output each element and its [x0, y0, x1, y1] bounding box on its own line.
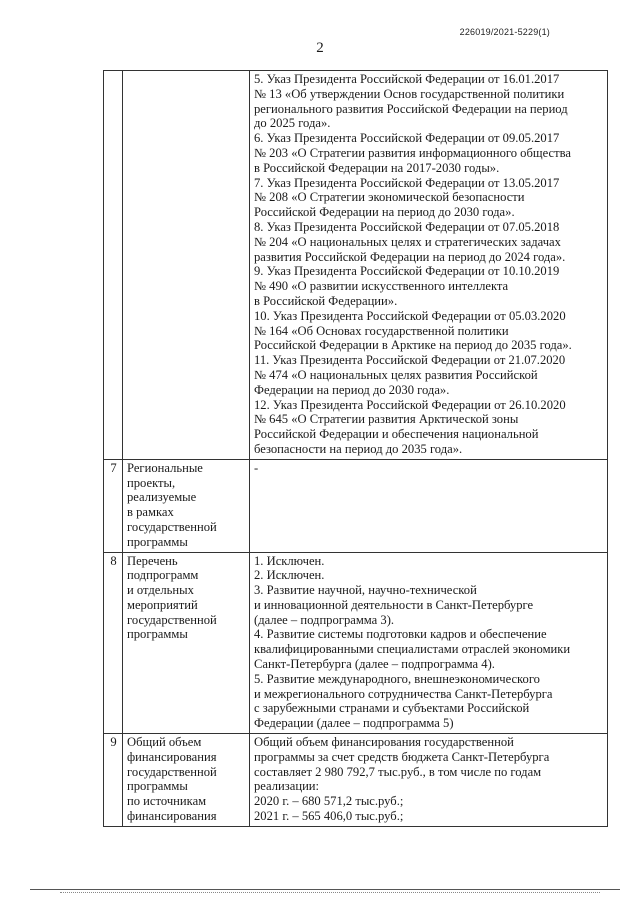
row-content-line: 1. Исключен. — [254, 553, 325, 568]
row-content-line: квалифицированными специалистами отраслей экономики — [254, 642, 571, 657]
row-label-line: государственной — [127, 612, 217, 627]
row-content-line: № 204 «О национальных целях и стратегических задачах — [254, 234, 561, 249]
row-number: 9 — [104, 734, 123, 827]
row-label-line: Перечень — [127, 553, 178, 568]
row-label-line: по источникам — [127, 794, 207, 809]
row-content-line: 8. Указ Президента Российской Федерации от 07.05.2018 — [254, 219, 560, 234]
row-content-line: до 2025 года». — [254, 116, 331, 131]
row-content-line: 11. Указ Президента Российской Федерации от 21.07.2020 — [254, 353, 566, 368]
row-label-line: подпрограмм — [127, 568, 199, 583]
row-content-line: Российской Федерации в Арктике на период до 2035 года». — [254, 338, 572, 353]
row-content-line: № 474 «О национальных целях развития Российской — [254, 367, 538, 382]
footer-rule — [30, 889, 620, 890]
row-label-line: государственной — [127, 519, 217, 534]
row-content-line: в Российской Федерации». — [254, 293, 398, 308]
row-content-line: 5. Указ Президента Российской Федерации от 16.01.2017 — [254, 72, 560, 86]
row-content-line: развития Российской Федерации на период до 2024 года». — [254, 249, 566, 264]
row-content-line: 10. Указ Президента Российской Федерации от 05.03.2020 — [254, 308, 566, 323]
row-number: 8 — [104, 552, 123, 734]
row-label-line: и отдельных — [127, 583, 194, 598]
row-content — [250, 71, 608, 460]
table-row — [104, 459, 608, 552]
row-content-line: Санкт-Петербурга (далее – подпрограмма 4). — [254, 657, 495, 672]
row-label-line: Региональные — [127, 460, 203, 475]
row-content-line: 3. Развитие научной, научно-технической — [254, 583, 477, 598]
row-content-line: № 645 «О Стратегии развития Арктической зоны — [254, 412, 519, 427]
row-content-line: и инновационной деятельности в Санкт-Петербурге — [254, 597, 534, 612]
row-label-line: в рамках — [127, 505, 174, 520]
row-content-line: 5. Развитие международного, внешнеэкономического — [254, 671, 540, 686]
row-label — [123, 459, 250, 552]
row-content-line: программы за счет средств бюджета Санкт-Петербурга — [254, 749, 550, 764]
row-label-line: Общий объем — [127, 735, 202, 750]
row-label-line: программы — [127, 627, 188, 642]
row-content-line: № 203 «О Стратегии развития информационного общества — [254, 145, 571, 160]
row-label-line: программы — [127, 779, 188, 794]
row-label — [123, 71, 250, 460]
row-content-line: 2. Исключен. — [254, 568, 325, 583]
row-label-line: проекты, — [127, 475, 176, 490]
table-row — [104, 552, 608, 734]
row-content-line: Общий объем финансирования государственной — [254, 735, 514, 750]
row-content-line: № 13 «Об утверждении Основ государственной политики — [254, 86, 565, 101]
row-content-line: № 164 «Об Основах государственной политики — [254, 323, 509, 338]
row-content-line: 12. Указ Президента Российской Федерации от 26.10.2020 — [254, 397, 566, 412]
row-content-line: регионального развития Российской Федерации на период — [254, 101, 568, 116]
row-content-line: Российской Федерации и обеспечения национальной — [254, 427, 539, 442]
row-content — [250, 459, 608, 552]
row-label-line: мероприятий — [127, 597, 198, 612]
row-content-line: Российской Федерации на период до 2030 года». — [254, 205, 515, 220]
row-content-line: 6. Указ Президента Российской Федерации от 09.05.2017 — [254, 131, 560, 146]
row-content-line: 2021 г. – 565 406,0 тыс.руб.; — [254, 809, 404, 824]
row-content-line: 2020 г. – 680 571,2 тыс.руб.; — [254, 794, 404, 809]
footer-rule-dotted — [60, 892, 600, 893]
row-label — [123, 734, 250, 827]
row-content — [250, 734, 608, 827]
row-content-line: (далее – подпрограмма 3). — [254, 612, 395, 627]
row-content-line: с зарубежными странами и субъектами Российской — [254, 701, 530, 716]
row-content-line: Федерации на период до 2030 года». — [254, 382, 450, 397]
passport-table — [103, 70, 608, 827]
row-content-line: 9. Указ Президента Российской Федерации от 10.10.2019 — [254, 264, 560, 279]
row-content-line: - — [254, 460, 259, 475]
passport-table-body — [104, 71, 608, 827]
row-content — [250, 552, 608, 734]
row-content-line: составляет 2 980 792,7 тыс.руб., в том числе по годам — [254, 764, 542, 779]
row-content-line: 7. Указ Президента Российской Федерации от 13.05.2017 — [254, 175, 560, 190]
row-label-line: государственной — [127, 764, 217, 779]
row-number — [104, 71, 123, 460]
row-content-line: 4. Развитие системы подготовки кадров и обеспечение — [254, 627, 547, 642]
row-label-line: программы — [127, 534, 188, 549]
row-label-line: финансирования — [127, 809, 217, 824]
row-content-line: и межрегионального сотрудничества Санкт-Петербурга — [254, 686, 553, 701]
row-number: 7 — [104, 459, 123, 552]
row-content-line: безопасности на период до 2035 года». — [254, 441, 463, 456]
document-id: 226019/2021-5229(1) — [459, 27, 550, 37]
row-label-line: финансирования — [127, 749, 217, 764]
page-number: 2 — [316, 40, 324, 56]
table-row — [104, 71, 608, 460]
row-label-line: реализуемые — [127, 490, 197, 505]
row-content-line: в Российской Федерации на 2017-2030 годы». — [254, 160, 500, 175]
table-row — [104, 734, 608, 827]
row-content-line: Федерации (далее – подпрограмма 5) — [254, 716, 454, 731]
row-content-line: № 490 «О развитии искусственного интеллекта — [254, 279, 509, 294]
row-content-line: реализации: — [254, 779, 320, 794]
row-label — [123, 552, 250, 734]
row-content-line: № 208 «О Стратегии экономической безопасности — [254, 190, 525, 205]
